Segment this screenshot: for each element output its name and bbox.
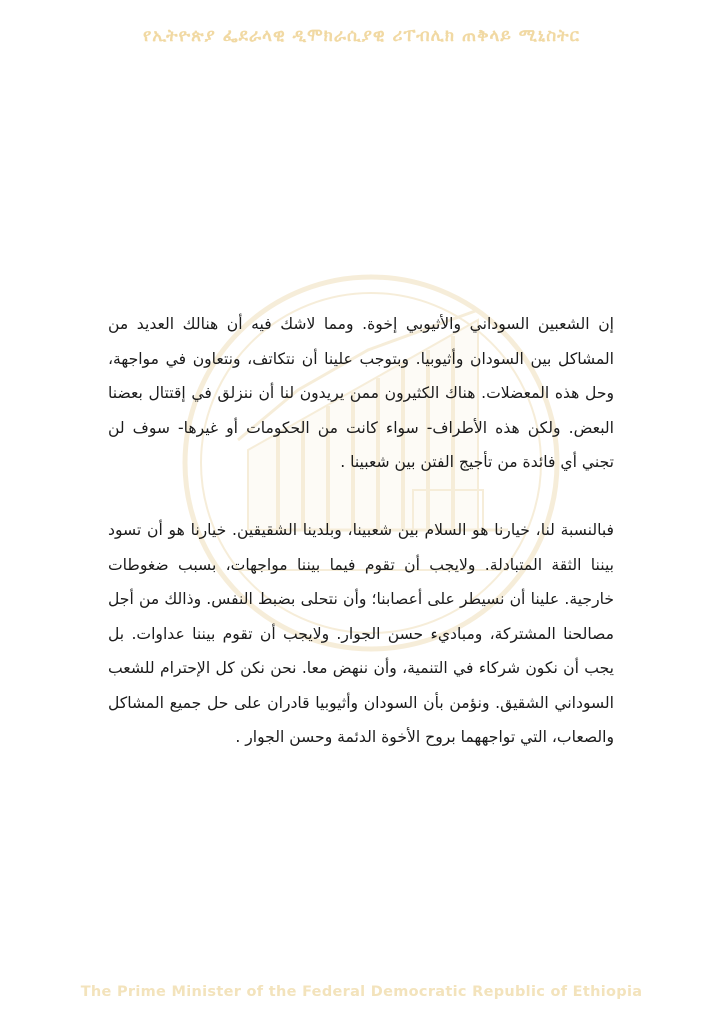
arabic-paragraph-1 bbox=[108, 307, 614, 480]
paragraph-2-text: فبالنسبة لنا، خيارنا هو السلام بين شعبينا، وبلدينا الشقيقين. خيارنا هو أن تسود بيننا الثقة المتبادلة. ولايجب أن تقوم فيما بيننا مواجهات، بسبب ضغوطات خارجية. علينا أن نسيطر على أعصابنا؛ وأن نتحلى بضبط النفس. وذالك من أجل مصالحنا المشتركة، ومباديء حسن الجوار. ولايجب أن تقوم بيننا عداوات. بل يجب أن نكون شركاء في التنمية، وأن ننهض معا. نحن نكن كل الإحترام للشعب السوداني الشقيق. ونؤمن بأن السودان وأثيوبيا قادران على حل جميع المشاكل والصعاب، التي تواجههما بروح الأخوة الدئمة وحسن الجوار . bbox=[108, 521, 614, 746]
footer-english-title: The Prime Minister of the Federal Democratic Republic of Ethiopia bbox=[80, 984, 643, 1000]
arabic-paragraph-2 bbox=[108, 513, 614, 755]
header-amharic-title: የኢትዮጵያ ፌደራላዊ ዲሞክራሲያዊ ሪፐብሊክ ጠቅላይ ሚኒስትር bbox=[142, 26, 581, 46]
paragraph-1-text: إن الشعبين السوداني والأثيوبي إخوة. ومما لاشك فيه أن هنالك العديد من المشاكل بين السودان وأثيوبيا. وبتوجب علينا أن نتكاتف، ونتعاون في مواجهة، وحل هذه المعضلات. هناك الكثيرون ممن يريدون لنا أن ننزلق في إقتتال بعضنا البعض. ولكن هذه الأطراف- سواء كانت من الحكومات أو غيرها- سوف لن تجني أي فائدة من تأجيج الفتن بين شعبينا . bbox=[108, 315, 614, 471]
